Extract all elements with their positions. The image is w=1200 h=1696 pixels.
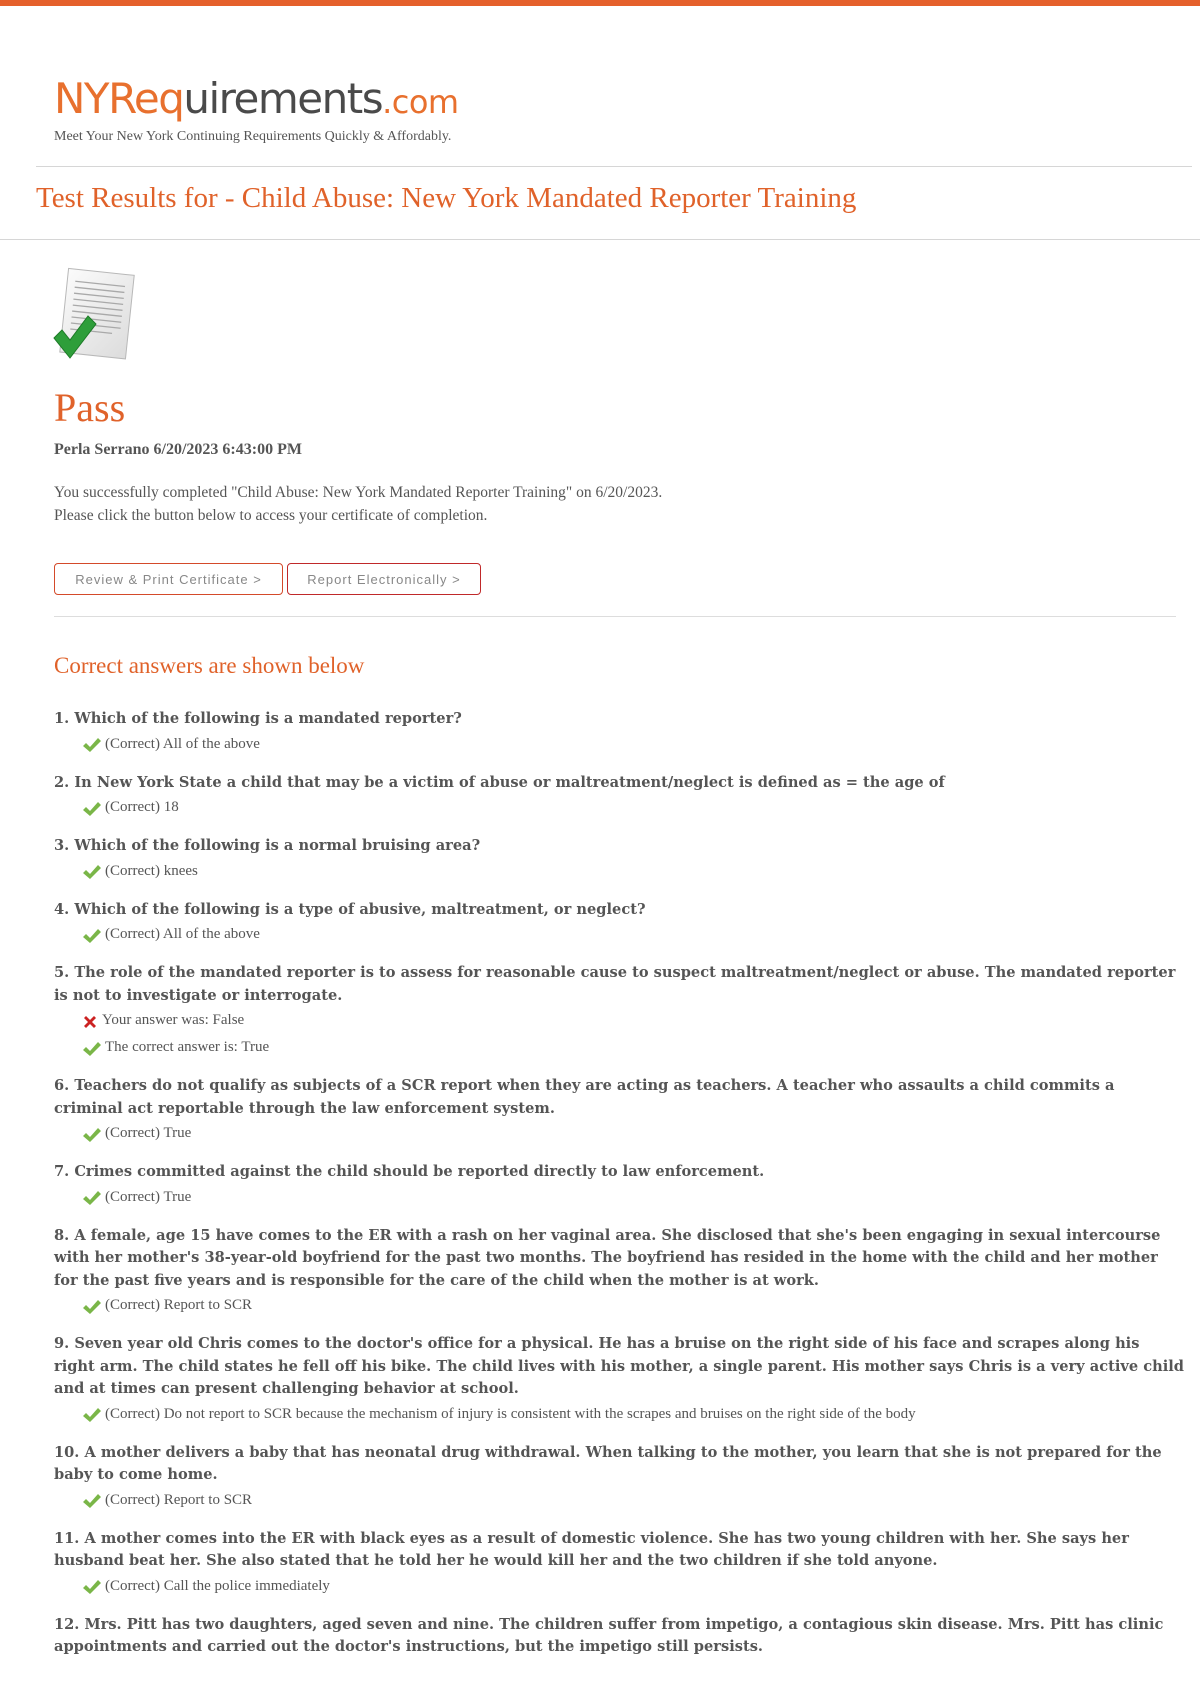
question-item (54, 1333, 1184, 1428)
correct-answer (82, 1401, 1184, 1428)
check-icon (82, 800, 102, 816)
question-text: 3. Which of the following is a normal bruising area? (54, 837, 481, 854)
check-icon (82, 863, 102, 879)
answer-text: (Correct) True (105, 1188, 192, 1205)
question-item (54, 835, 1184, 885)
answer-text: (Correct) Report to SCR (105, 1297, 253, 1313)
top-accent-bar (0, 0, 1200, 6)
question-item (54, 962, 1184, 1061)
check-icon (82, 1189, 102, 1205)
question-text: 2. In New York State a child that may be a victim of abuse or maltreatment/neglect is defined as = the age of (54, 773, 945, 791)
correct-answer (82, 731, 1184, 758)
check-icon (82, 1040, 102, 1056)
question-text: 5. The role of the mandated reporter is to assess for reasonable cause to suspect maltreatment/neglect or abuse. The mandated reporter is not to investigate or interrogate. (54, 964, 1176, 1004)
question-text: 8. A female, age 15 have comes to the ER with a rash on her vaginal area. She disclosed that she's been engaging in sexual intercourse with her mother's 38-year-old boyfriend for the past two months. The boyfriend has resided in the home with the child and her mother for the past five years and is responsible for the care of the child when the mother is at work. (54, 1226, 1161, 1289)
check-icon (82, 736, 102, 752)
page-title: Test Results for - Child Abuse: New York Mandated Reporter Training (36, 182, 857, 214)
question-text: 12. Mrs. Pitt has two daughters, aged seven and nine. The children suffer from impetigo, a contagious skin disease. Mrs. Pitt has clinic appointments and carried out the doctor's instructions, but the impetigo still persists. (54, 1615, 1164, 1655)
question-text: 4. Which of the following is a type of abusive, maltreatment, or neglect? (54, 900, 646, 918)
logo-uirements: uirements (183, 74, 383, 123)
question-item (54, 1614, 1184, 1659)
answer-text: The correct answer is: True (105, 1039, 270, 1055)
site-logo[interactable] (54, 74, 459, 127)
question-item (54, 1528, 1184, 1600)
question-text: 9. Seven year old Chris comes to the doctor's office for a physical. He has a bruise on the right side of his face and scrapes along his right arm. The child states he fell off his bike. The child lives with his mother, a single parent. His mother says Chris is a very active child and at times can present challenging behavior at school. (54, 1335, 1184, 1397)
question-list (54, 708, 1184, 1673)
check-icon (82, 1406, 102, 1422)
review-print-certificate-button[interactable]: Review & Print Certificate > (54, 563, 283, 595)
question-item (54, 1442, 1184, 1514)
correct-answer (82, 858, 1184, 885)
logo-req: Req (108, 74, 184, 123)
section-divider (54, 616, 1176, 617)
title-divider (0, 239, 1200, 240)
check-icon (82, 927, 102, 943)
question-text: 1. Which of the following is a mandated reporter? (54, 710, 462, 727)
report-electronically-button[interactable]: Report Electronically > (287, 563, 481, 595)
site-tagline: Meet Your New York Continuing Requirements Quickly & Affordably. (54, 129, 452, 144)
question-item (54, 772, 1184, 822)
correct-answer (82, 1487, 1184, 1514)
question-text: 11. A mother comes into the ER with black eyes as a result of domestic violence. She has two young children with her. She says her husband beat her. She also stated that he told her he would kill her and the two children if she told anyone. (54, 1529, 1129, 1569)
logo-com: .com (382, 83, 459, 121)
correct-answer (82, 794, 1184, 821)
logo-ny: NY (54, 74, 109, 123)
question-text: 6. Teachers do not qualify as subjects of a SCR report when they are acting as teachers. A teacher who assaults a child commits a criminal act reportable through the law enforcement system. (54, 1077, 1115, 1117)
header-divider (36, 166, 1192, 167)
x-icon (82, 1013, 99, 1029)
check-icon (82, 1298, 102, 1314)
result-status: Pass (54, 385, 126, 430)
question-item (54, 1161, 1184, 1211)
correct-answer (82, 1034, 1184, 1061)
question-item (54, 708, 1184, 758)
check-icon (82, 1578, 102, 1594)
answer-text: (Correct) knees (105, 862, 198, 879)
site-header (54, 74, 459, 145)
correct-answer (82, 1120, 1184, 1147)
question-text: 7. Crimes committed against the child should be reported directly to law enforcement. (54, 1163, 765, 1180)
answers-heading: Correct answers are shown below (54, 653, 365, 678)
correct-answer (82, 1184, 1184, 1211)
answer-text: (Correct) Report to SCR (105, 1491, 253, 1508)
completion-message (54, 482, 662, 527)
question-text: 10. A mother delivers a baby that has neonatal drug withdrawal. When talking to the mother, you learn that she is not prepared for the baby to come home. (54, 1443, 1162, 1483)
question-item (54, 1225, 1184, 1320)
correct-answer (82, 1292, 1184, 1319)
check-icon (82, 1492, 102, 1508)
question-item (54, 899, 1184, 949)
answer-text: (Correct) True (105, 1125, 192, 1141)
answer-text: (Correct) Call the police immediately (105, 1577, 330, 1594)
answer-text: (Correct) All of the above (105, 926, 260, 942)
wrong-answer (82, 1007, 1184, 1034)
answer-text: (Correct) All of the above (105, 735, 260, 752)
check-icon (82, 1126, 102, 1142)
completion-message-line-1: You successfully completed "Child Abuse: New York Mandated Reporter Training" on 6/20/2023. (54, 484, 663, 501)
answer-text: Your answer was: False (102, 1012, 245, 1028)
student-name-date: Perla Serrano 6/20/2023 6:43:00 PM (54, 441, 302, 458)
completion-message-line-2: Please click the button below to access your certificate of completion. (54, 506, 488, 524)
correct-answer (82, 921, 1184, 948)
correct-answer (82, 1573, 1184, 1600)
question-item (54, 1075, 1184, 1147)
answer-text: (Correct) 18 (105, 799, 179, 815)
certificate-document-icon (52, 266, 142, 370)
answer-text: (Correct) Do not report to SCR because the mechanism of injury is consistent with the scrapes and bruises on the right side of the body (105, 1405, 916, 1422)
